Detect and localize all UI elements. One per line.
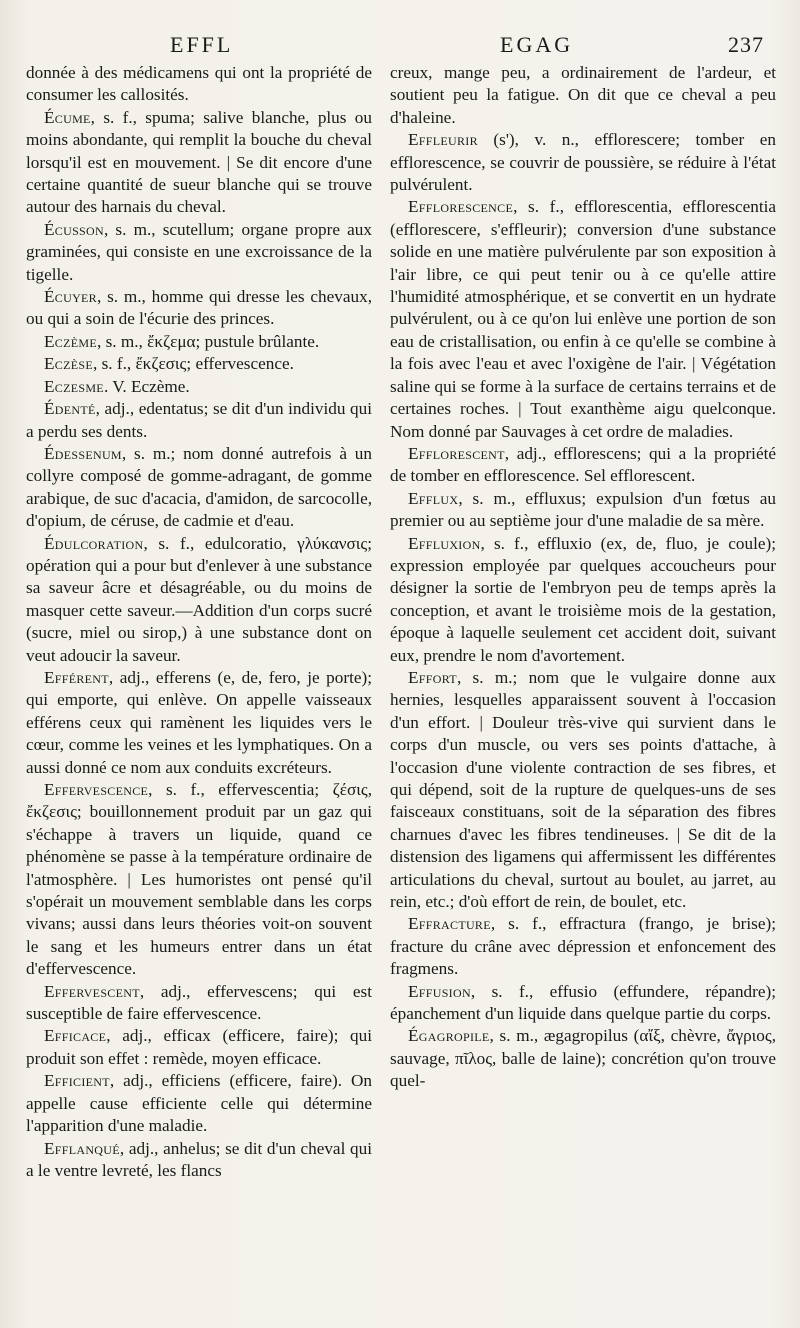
dictionary-entry — [26, 219, 372, 286]
entry-definition: , adj., efficax (efficere, faire); qui produit son effet : remède, moyen efficace. — [26, 1026, 372, 1068]
entry-definition: , s. m., scutellum; organe propre aux graminées, qui consiste en une excroissance de la tigelle. — [26, 219, 372, 284]
entry-headword: Eczesme — [44, 376, 104, 396]
dictionary-entry — [26, 533, 372, 667]
entry-definition: , adj., effervescens; qui est susceptible de faire effervescence. — [26, 981, 372, 1024]
entry-headword: Efficace — [44, 1026, 107, 1046]
entry-headword: Efférent — [44, 667, 109, 687]
entry-definition: , s. f., effervescentia; ζέσις, ἔκζεσις; bouillonnement produit par un gaz qui s'échappe à travers un liquide, quand ce phénomène se passe à la température ordinaire de l'atmosphère. | Les humoristes ont pensé qu'il s'opérait un mouvement semblable dans les corps vivans; aussi dans leurs théories voit-on souvent le sang et les humeurs entrer dans un état d'effervescence. — [26, 780, 372, 979]
header-left-guide-word: EFFL — [170, 32, 234, 57]
dictionary-entry — [390, 196, 776, 442]
dictionary-entry — [390, 533, 776, 667]
entry-definition: , s. m., effluxus; expulsion d'un fœtus au premier ou au septième jour d'une maladie de sa mère. — [390, 488, 776, 531]
left-column — [26, 62, 372, 1182]
entry-definition: donnée à des médicamens qui ont la propriété de consumer les callosités. — [26, 63, 372, 105]
entry-headword: Écuyer — [44, 287, 97, 307]
entry-headword: Édenté — [44, 399, 96, 419]
entry-definition: , adj., efficiens (efficere, faire). On appelle cause efficiente celle qui détermine l'apparition d'une maladie. — [26, 1071, 372, 1136]
dictionary-entry — [26, 398, 372, 443]
entry-headword: Écume — [44, 107, 91, 127]
dictionary-entry — [26, 286, 372, 331]
entry-definition: , adj., anhelus; se dit d'un cheval qui a le ventre levreté, les flancs — [26, 1138, 372, 1180]
dictionary-entry — [390, 981, 776, 1026]
dictionary-entry — [390, 1025, 776, 1092]
entry-headword: Effervescence — [44, 780, 149, 799]
entry-headword: Effervescent — [44, 981, 140, 1001]
entry-headword: Eczèse — [44, 354, 93, 374]
entry-definition: , s. f., ἔκζεσις; effervescence. — [92, 354, 294, 374]
entry-headword: Égagropile — [408, 1026, 490, 1046]
entry-definition: . V. Eczème. — [103, 376, 190, 396]
dictionary-entry — [26, 981, 372, 1026]
entry-definition: , s. m.; nom donné autrefois à un collyre composé de gomme-adragant, de gomme arabique, de suc d'acacia, d'amidon, de sarcocolle, d'opium, de céruse, de cadmie et d'eau. — [26, 443, 372, 531]
dictionary-entry — [26, 1138, 372, 1183]
dictionary-entry — [390, 129, 776, 196]
dictionary-entry — [390, 488, 776, 533]
entry-definition: , s. m.; nom que le vulgaire donne aux hernies, lesquelles apparaissent souvent à l'occasion d'un effort. | Douleur très-vive qui survient dans le corps d'un muscle, ou vers ses points d'attache, à l'occasion d'une violente contraction de ses fibres, et qui dépend, soit de la rupture de quelques-uns de ses faisceaux constituans, soit de la séparation des fibres charnues d'avec les fibres tendineuses. | Se dit de la distension des ligamens qui affermissent les différentes articulations du cheval, surtout au boulet, au jarret, au rein, etc.; d'où effort de rein, de boulet, etc. — [390, 667, 776, 912]
entry-headword: Écusson — [44, 219, 104, 239]
dictionary-entry — [390, 62, 776, 129]
entry-definition: creux, mange peu, a ordinairement de l'ardeur, et soutient peu la fatigue. On dit que ce cheval a peu d'haleine. — [390, 63, 776, 127]
dictionary-entry — [26, 1070, 372, 1137]
dictionary-entry — [26, 443, 372, 533]
entry-definition: , s. f., effusio (effundere, répandre); épanchement d'un liquide dans quelque partie du corps. — [390, 981, 776, 1024]
dictionary-entry — [26, 667, 372, 779]
dictionary-entry — [26, 779, 372, 981]
entry-definition: , s. f., effluxio (ex, de, fluo, je coule); expression employée par quelques accoucheurs pour désigner la sortie de l'embryon peu de temps après la conception, et avant le troisième mois de la gestation, époque à laquelle seulement cet accident doit, suivant eux, prendre le nom d'avortement. — [390, 533, 776, 665]
dictionary-entry — [26, 1025, 372, 1070]
entry-definition: , s. m., ægagropilus (αἴξ, chèvre, ἄγριος, sauvage, πῖλος, balle de laine); concrétion qu'on trouve quel- — [390, 1026, 776, 1091]
entry-headword: Édulcoration — [44, 533, 144, 553]
dictionary-entry — [390, 443, 776, 488]
entry-definition: , s. f., edulcoratio, γλύκανσις; opération qui a pour but d'enlever à une substance sa saveur âcre et désagréable, ou du moins de masquer cette saveur.—Addition d'un corps sucré (sucre, miel ou sirop,) à une substance dont on veut adoucir la saveur. — [26, 533, 372, 665]
entry-definition: , adj., efferens (e, de, fero, je porte); qui emporte, qui enlève. On appelle vaisseaux efférens ceux qui ramènent les liquides vers le cœur, comme les veines et les lymphatiques. On a aussi donné ce nom aux conduits excréteurs. — [26, 667, 372, 777]
entry-headword: Efflux — [408, 488, 459, 508]
entry-definition: , s. f., effractura (frango, je brise); fracture du crâne avec dépression et enfoncement des fragmens. — [390, 914, 776, 979]
header-right-guide-word: EGAG — [500, 32, 574, 57]
entry-headword: Efflanqué — [44, 1138, 120, 1158]
entry-definition: , adj., efflorescens; qui a la propriété de tomber en efflorescence. Sel efflorescent. — [390, 443, 776, 486]
dictionary-entry — [26, 62, 372, 107]
dictionary-entry — [26, 353, 372, 375]
running-header — [0, 32, 800, 66]
entry-definition: , s. f., efflorescentia, efflorescentia (efflorescere, s'effleurir); conversion d'une substance solide en une matière pulvérulente par son exposition à l'air libre, ce qui peut tenir ou à ce qu'elle attire l'humidité atmosphérique, et se convertit en un hydrate pulvérulent, ou à ce qu'on lui enlève une portion de son eau de cristallisation, ou enfin à ce qu'elle se combine à la fois avec l'eau et avec l'oxigène de l'air. | Végétation saline qui se forme à la surface de certains terrains et de certaines roches. | Tout exanthème aigu quelconque. Nom donné par Sauvages à cet ordre de maladies. — [390, 197, 776, 441]
entry-headword: Effusion — [408, 981, 471, 1001]
entry-headword: Édessenum — [44, 443, 122, 463]
dictionary-entry — [390, 667, 776, 913]
entry-definition: , s. m., homme qui dresse les chevaux, ou qui a soin de l'écurie des princes. — [26, 287, 372, 329]
dictionary-entry — [26, 331, 372, 353]
dictionary-entry — [390, 913, 776, 980]
entry-definition: , adj., edentatus; se dit d'un individu qui a perdu ses dents. — [26, 399, 372, 441]
entry-headword: Efficient — [44, 1071, 110, 1091]
entry-headword: Efflorescence — [408, 197, 514, 217]
dictionary-entry — [26, 376, 372, 398]
entry-headword: Efflorescent — [408, 443, 505, 463]
entry-headword: Effleurir — [408, 130, 478, 150]
right-column — [390, 62, 776, 1093]
entry-definition: , s. f., spuma; salive blanche, plus ou moins abondante, qui remplit la bouche du cheval lorsqu'il est en mouvement. | Se dit encore d'une certaine quantité de sueur blanche qui se trouve autour des harnais du cheval. — [26, 107, 372, 217]
entry-definition: , s. m., ἔκζεμα; pustule brûlante. — [96, 331, 320, 351]
entry-headword: Effracture — [408, 914, 491, 934]
entry-headword: Effluxion — [408, 533, 481, 553]
page-number: 237 — [728, 32, 764, 57]
entry-headword: Effort — [408, 667, 457, 687]
entry-definition: (s'), v. n., efflorescere; tomber en efflorescence, se couvrir de poussière, se réduire à l'état pulvérulent. — [390, 130, 776, 195]
dictionary-entry — [26, 107, 372, 219]
entry-headword: Eczème — [44, 331, 97, 351]
